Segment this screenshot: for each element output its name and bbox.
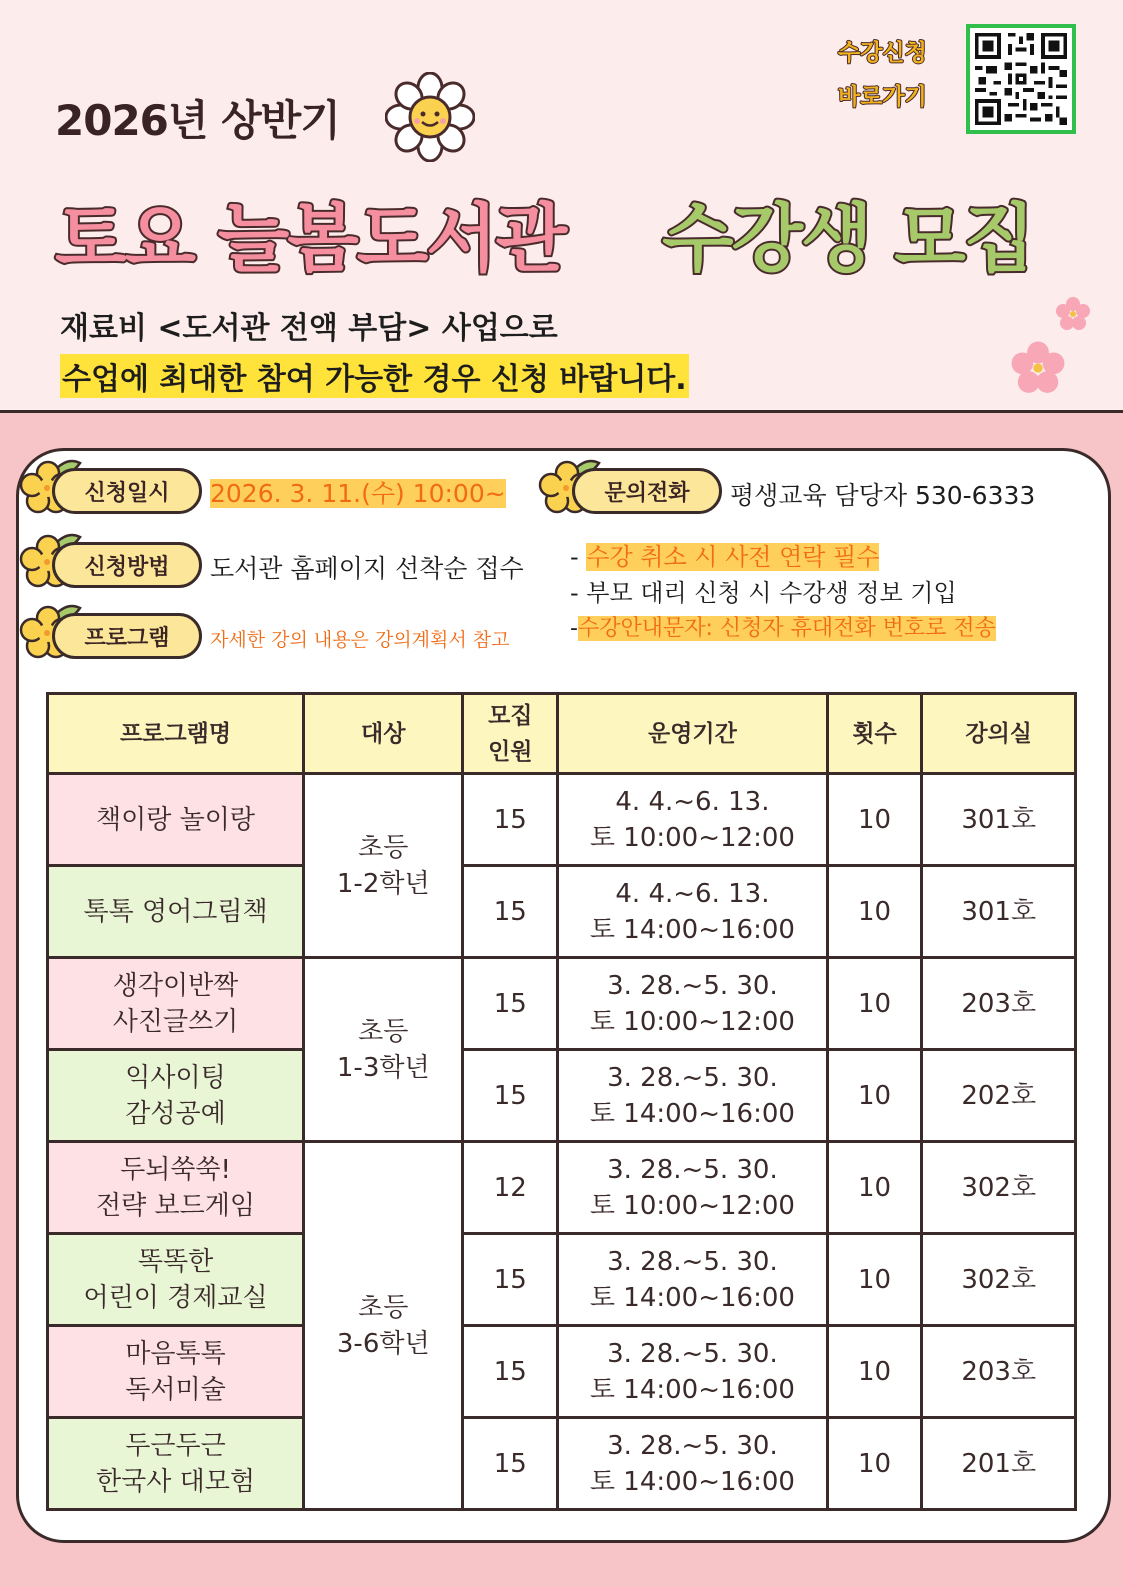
header-room: 강의실 bbox=[922, 694, 1076, 774]
program-name bbox=[48, 958, 304, 1050]
table-row bbox=[48, 866, 1076, 958]
period-time: 토 14:00~16:00 bbox=[589, 1098, 795, 1129]
period-dates: 3. 28.~5. 30. bbox=[607, 1154, 778, 1185]
note-1 bbox=[570, 537, 879, 572]
period-dates: 3. 28.~5. 30. bbox=[607, 970, 778, 1001]
room: 302호 bbox=[922, 1234, 1076, 1326]
program-name-line-2: 감성공예 bbox=[125, 1098, 226, 1129]
capacity: 15 bbox=[463, 1234, 558, 1326]
program-name bbox=[48, 774, 304, 866]
qr-label-line-1: 수강신청 bbox=[838, 40, 927, 66]
year-label: 2026년 상반기 bbox=[55, 96, 340, 145]
table-row bbox=[48, 1234, 1076, 1326]
sessions: 10 bbox=[827, 1326, 922, 1418]
program-name-line-2: 어린이 경제교실 bbox=[83, 1282, 268, 1313]
qr-label-line-2: 바로가기 bbox=[838, 84, 927, 110]
program-value: 자세한 강의 내용은 강의계획서 참고 bbox=[210, 629, 510, 651]
period-dates: 4. 4.~6. 13. bbox=[615, 878, 770, 909]
note-3-text: 수강안내문자: 신청자 휴대전화 번호로 전송 bbox=[577, 616, 996, 641]
table-row bbox=[48, 1418, 1076, 1510]
program-name-line-1: 생각이반짝 bbox=[112, 970, 239, 1001]
target-line-2: 1-2학년 bbox=[336, 868, 430, 899]
program-name bbox=[48, 1326, 304, 1418]
period bbox=[558, 866, 828, 958]
note-2-text: 부모 대리 신청 시 수강생 정보 기입 bbox=[586, 579, 957, 607]
capacity: 12 bbox=[463, 1142, 558, 1234]
sessions: 10 bbox=[827, 958, 922, 1050]
note-2 bbox=[570, 573, 957, 608]
room: 202호 bbox=[922, 1050, 1076, 1142]
header-sessions: 횟수 bbox=[827, 694, 922, 774]
note-3 bbox=[570, 611, 996, 642]
main-title-pink: 토요 늘봄도서관 bbox=[55, 196, 566, 282]
subtitle-line-1: 재료비 <도서관 전액 부담> 사업으로 bbox=[60, 311, 558, 346]
program-name bbox=[48, 1418, 304, 1510]
program-name-line-2: 한국사 대모험 bbox=[96, 1466, 255, 1497]
sessions: 10 bbox=[827, 1234, 922, 1326]
program-label: 프로그램 bbox=[52, 613, 202, 659]
sessions: 10 bbox=[827, 774, 922, 866]
room: 203호 bbox=[922, 958, 1076, 1050]
room: 301호 bbox=[922, 866, 1076, 958]
period-time: 토 14:00~16:00 bbox=[589, 914, 795, 945]
apply-date-value: 2026. 3. 11.(수) 10:00~ bbox=[210, 479, 506, 508]
apply-method-value: 도서관 홈페이지 선착순 접수 bbox=[210, 554, 524, 583]
table-row bbox=[48, 1326, 1076, 1418]
header-target: 대상 bbox=[304, 694, 463, 774]
period bbox=[558, 1234, 828, 1326]
period bbox=[558, 1326, 828, 1418]
capacity: 15 bbox=[463, 958, 558, 1050]
period-dates: 3. 28.~5. 30. bbox=[607, 1430, 778, 1461]
table-row bbox=[48, 1050, 1076, 1142]
program-name-line-1: 익사이팅 bbox=[125, 1062, 226, 1093]
program-name-line-1: 똑똑한 bbox=[137, 1246, 214, 1277]
target-line-2: 3-6학년 bbox=[336, 1328, 430, 1359]
header-capacity-line-1: 모집 bbox=[488, 702, 533, 729]
target-group bbox=[304, 958, 463, 1142]
period-time: 토 10:00~12:00 bbox=[589, 822, 795, 853]
period-time: 토 10:00~12:00 bbox=[589, 1190, 795, 1221]
header-period: 운영기간 bbox=[558, 694, 828, 774]
period bbox=[558, 1418, 828, 1510]
header-capacity bbox=[463, 694, 558, 774]
period-dates: 3. 28.~5. 30. bbox=[607, 1246, 778, 1277]
program-name-line-1: 두뇌쑥쑥! bbox=[120, 1154, 231, 1185]
qr-code-icon[interactable] bbox=[966, 24, 1076, 134]
target-group bbox=[304, 774, 463, 958]
period-time: 토 14:00~16:00 bbox=[589, 1374, 795, 1405]
program-name-line-1: 두근두근 bbox=[125, 1430, 226, 1461]
header-area bbox=[0, 0, 1123, 413]
room: 203호 bbox=[922, 1326, 1076, 1418]
capacity: 15 bbox=[463, 1050, 558, 1142]
program-table bbox=[46, 692, 1077, 1511]
capacity: 15 bbox=[463, 1326, 558, 1418]
program-name bbox=[48, 1234, 304, 1326]
table-header-row bbox=[48, 694, 1076, 774]
contact-label: 문의전화 bbox=[572, 468, 722, 514]
period bbox=[558, 1050, 828, 1142]
pink-flower-icon bbox=[1055, 296, 1091, 332]
sessions: 10 bbox=[827, 1418, 922, 1510]
capacity: 15 bbox=[463, 866, 558, 958]
period bbox=[558, 1142, 828, 1234]
sessions: 10 bbox=[827, 1050, 922, 1142]
program-name-line-1: 책이랑 놀이랑 bbox=[96, 804, 255, 835]
period bbox=[558, 958, 828, 1050]
period-time: 토 14:00~16:00 bbox=[589, 1282, 795, 1313]
target-line-1: 초등 bbox=[358, 832, 409, 863]
program-name bbox=[48, 1050, 304, 1142]
target-group bbox=[304, 1142, 463, 1510]
note-1-dash: - bbox=[570, 543, 587, 571]
program-name-line-1: 마음톡톡 bbox=[125, 1338, 226, 1369]
subtitle-line-2: 수업에 최대한 참여 가능한 경우 신청 바랍니다. bbox=[60, 354, 689, 398]
period-time: 토 10:00~12:00 bbox=[589, 1006, 795, 1037]
program-name bbox=[48, 866, 304, 958]
note-1-text: 수강 취소 시 사전 연락 필수 bbox=[586, 543, 880, 571]
room: 301호 bbox=[922, 774, 1076, 866]
sessions: 10 bbox=[827, 1142, 922, 1234]
table-row bbox=[48, 1142, 1076, 1234]
table-row bbox=[48, 958, 1076, 1050]
note-2-dash: - bbox=[570, 579, 587, 607]
program-name-line-2: 전략 보드게임 bbox=[96, 1190, 255, 1221]
target-line-2: 1-3학년 bbox=[336, 1052, 430, 1083]
header-capacity-line-2: 인원 bbox=[488, 738, 533, 765]
target-line-1: 초등 bbox=[358, 1292, 409, 1323]
header-name: 프로그램명 bbox=[48, 694, 304, 774]
program-name-line-1: 톡톡 영어그림책 bbox=[83, 896, 268, 927]
period-dates: 3. 28.~5. 30. bbox=[607, 1338, 778, 1369]
period-dates: 3. 28.~5. 30. bbox=[607, 1062, 778, 1093]
program-name-line-2: 사진글쓰기 bbox=[112, 1006, 239, 1037]
program-name bbox=[48, 1142, 304, 1234]
note-3-dash: - bbox=[570, 616, 578, 641]
room: 201호 bbox=[922, 1418, 1076, 1510]
room: 302호 bbox=[922, 1142, 1076, 1234]
target-line-1: 초등 bbox=[358, 1016, 409, 1047]
daisy-icon bbox=[385, 72, 475, 162]
period bbox=[558, 774, 828, 866]
apply-date-value-wrap bbox=[210, 474, 506, 510]
pink-flower-icon bbox=[1010, 340, 1066, 396]
program-name-line-2: 독서미술 bbox=[125, 1374, 226, 1405]
main-title-green: 수강생 모집 bbox=[662, 196, 1034, 282]
apply-method-label: 신청방법 bbox=[52, 542, 202, 588]
sessions: 10 bbox=[827, 866, 922, 958]
capacity: 15 bbox=[463, 1418, 558, 1510]
apply-date-label: 신청일시 bbox=[52, 468, 202, 514]
period-dates: 4. 4.~6. 13. bbox=[615, 786, 770, 817]
contact-value: 평생교육 담당자 530-6333 bbox=[730, 481, 1036, 510]
capacity: 15 bbox=[463, 774, 558, 866]
table-row bbox=[48, 774, 1076, 866]
period-time: 토 14:00~16:00 bbox=[589, 1466, 795, 1497]
